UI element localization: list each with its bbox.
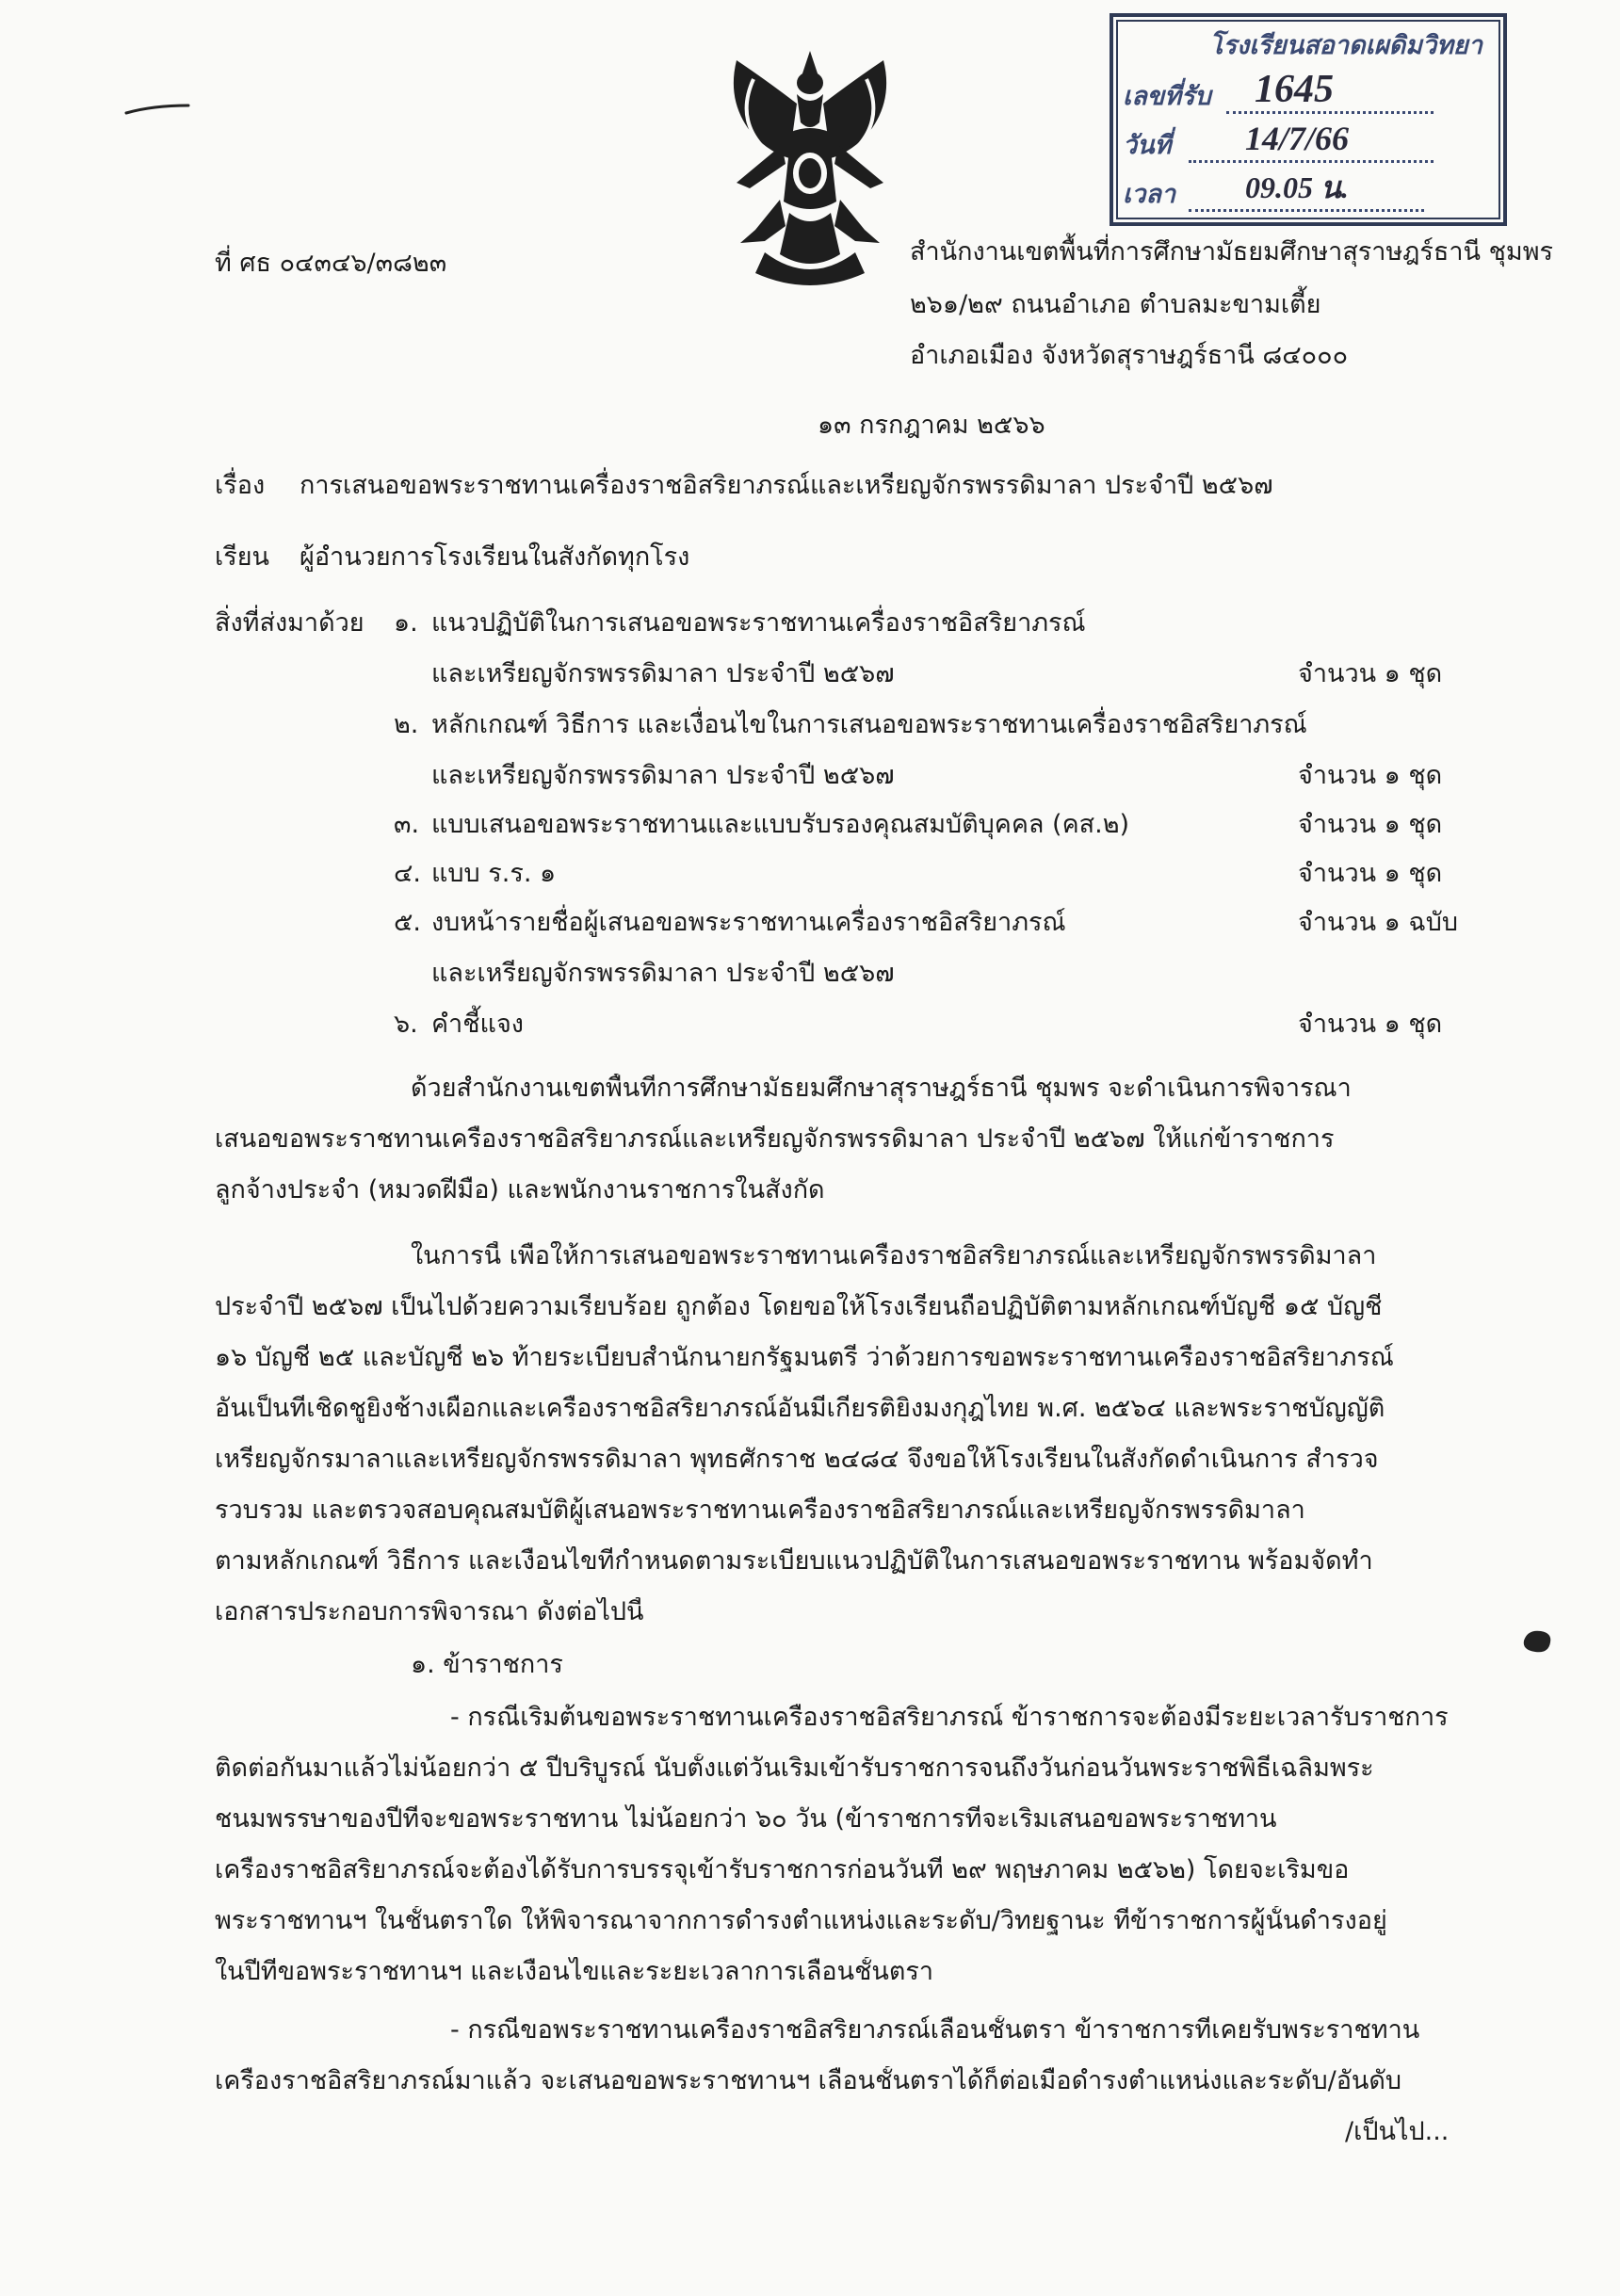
paragraph-line: ลูกจ้างประจำ (หมวดฝีมือ) และพนักงานราชการในสังกัด [215, 1175, 825, 1205]
continued-marker: /เป็นไป... [1345, 2117, 1450, 2146]
office-address-line2: อำเภอเมือง จังหวัดสุราษฎร์ธานี ๘๔๐๐๐ [910, 341, 1349, 370]
enclosure-number: ๓. [394, 810, 420, 839]
enclosure-title-cont: และเหรียญจักรพรรดิมาลา ประจำปี ๒๕๖๗ [431, 959, 895, 988]
paragraph-line: เอกสารประกอบการพิจารณา ดังต่อไปนี้ [215, 1597, 644, 1626]
paragraph-line: เครื่องราชอิสริยาภรณ์มาแล้ว จะเสนอขอพระราชทานฯ เลื่อนชั้นตราได้ก็ต่อเมื่อดำรงตำแหน่งและระดับ/อันดับ [215, 2066, 1402, 2095]
paragraph-line: รวบรวม และตรวจสอบคุณสมบัติผู้เสนอพระราชทานเครื่องราชอิสริยาภรณ์และเหรียญจักรพรรดิมาลา [215, 1496, 1305, 1525]
stamp-recv-no-value: 1645 [1255, 68, 1334, 111]
registration-stamp [1110, 13, 1507, 226]
enclosure-number: ๑. [394, 608, 418, 638]
enclosure-number: ๖. [394, 1010, 418, 1039]
paragraph-line: เหรียญจักรมาลาและเหรียญจักรพรรดิมาลา พุทธศักราช ๒๔๘๔ จึงขอให้โรงเรียนในสังกัดดำเนินการ สำรวจ [215, 1445, 1379, 1474]
enclosure-title: แบบเสนอขอพระราชทานและแบบรับรองคุณสมบัติบุคคล (คส.๒) [431, 810, 1130, 839]
paragraph-line: ติดต่อกันมาแล้วไม่น้อยกว่า ๕ ปีบริบูรณ์ นับตั้งแต่วันเริ่มเข้ารับราชการจนถึงวันก่อนวันพระราชพิธีเฉลิมพระ [215, 1754, 1374, 1783]
paragraph-line: พระราชทานฯ ในชั้นตราใด ให้พิจารณาจากการดำรงตำแหน่งและระดับ/วิทยฐานะ ที่ข้าราชการผู้นั้นดำรงอยู่ [215, 1906, 1387, 1935]
garuda-emblem-icon [699, 41, 921, 296]
enclosure-quantity: จำนวน ๑ ชุด [1298, 659, 1443, 688]
subject-label: เรื่อง [215, 471, 266, 500]
enclosure-number: ๔. [394, 859, 422, 888]
paragraph-line: เครื่องราชอิสริยาภรณ์จะต้องได้รับการบรรจุเข้ารับราชการก่อนวันที่ ๒๙ พฤษภาคม ๒๕๖๒) โดยจะเริ่มขอ [215, 1855, 1350, 1884]
paragraph-line: - กรณีเริ่มต้นขอพระราชทานเครื่องราชอิสริยาภรณ์ ข้าราชการจะต้องมีระยะเวลารับราชการ [450, 1703, 1449, 1732]
section-heading: ๑. ข้าราชการ [411, 1650, 563, 1679]
stamp-date-value: 14/7/66 [1245, 120, 1350, 157]
enclosures-label: สิ่งที่ส่งมาด้วย [215, 608, 364, 638]
letter-date: ๑๓ กรกฎาคม ๒๕๖๖ [818, 411, 1045, 440]
subject-text: การเสนอขอพระราชทานเครื่องราชอิสริยาภรณ์และเหรียญจักรพรรดิมาลา ประจำปี ๒๕๖๗ [300, 471, 1273, 500]
paragraph-line: ในปีที่ขอพระราชทานฯ และเงื่อนไขและระยะเวลาการเลื่อนชั้นตรา [215, 1957, 934, 1986]
ink-blot-icon [1520, 1627, 1554, 1656]
enclosure-title: งบหน้ารายชื่อผู้เสนอขอพระราชทานเครื่องราชอิสริยาภรณ์ [431, 908, 1066, 937]
pen-mark-icon [124, 102, 190, 117]
paragraph-line: อันเป็นที่เชิดชูยิ่งช้างเผือกและเครื่องราชอิสริยาภรณ์อันมีเกียรติยิ่งมงกุฎไทย พ.ศ. ๒๕๖๔ และพระราชบัญญัติ [215, 1394, 1385, 1423]
office-name: สำนักงานเขตพื้นที่การศึกษามัธยมศึกษาสุราษฎร์ธานี ชุมพร [910, 237, 1553, 267]
document-number: ที่ ศธ ๐๔๓๔๖/๓๘๒๓ [215, 249, 447, 278]
paragraph-line: ประจำปี ๒๕๖๗ เป็นไปด้วยความเรียบร้อย ถูกต้อง โดยขอให้โรงเรียนถือปฏิบัติตามหลักเกณฑ์บัญชี ๑๕ บัญชี [215, 1292, 1383, 1321]
enclosure-title-cont: และเหรียญจักรพรรดิมาลา ประจำปี ๒๕๖๗ [431, 659, 895, 688]
enclosure-quantity: จำนวน ๑ ชุด [1298, 1010, 1443, 1039]
enclosure-title: แนวปฏิบัติในการเสนอขอพระราชทานเครื่องราชอิสริยาภรณ์ [431, 608, 1086, 638]
stamp-date-label: วันที่ [1123, 131, 1172, 159]
enclosure-quantity: จำนวน ๑ ฉบับ [1298, 908, 1459, 937]
enclosure-title-cont: และเหรียญจักรพรรดิมาลา ประจำปี ๒๕๖๗ [431, 761, 895, 790]
stamp-school-name: โรงเรียนสอาดเผดิมวิทยา [1209, 31, 1482, 59]
to-label: เรียน [215, 542, 270, 572]
stamp-time-value: 09.05 น. [1245, 170, 1349, 204]
paragraph-line: ตามหลักเกณฑ์ วิธีการ และเงื่อนไขที่กำหนดตามระเบียบแนวปฏิบัติในการเสนอขอพระราชทาน พร้อมจัดทำ [215, 1546, 1373, 1576]
to-text: ผู้อำนวยการโรงเรียนในสังกัดทุกโรง [300, 542, 690, 572]
enclosure-quantity: จำนวน ๑ ชุด [1298, 859, 1443, 888]
paragraph-line: ๑๖ บัญชี ๒๕ และบัญชี ๒๖ ท้ายระเบียบสำนักนายกรัฐมนตรี ว่าด้วยการขอพระราชทานเครื่องราชอิสริยาภรณ์ [215, 1343, 1394, 1372]
enclosure-title: หลักเกณฑ์ วิธีการ และเงื่อนไขในการเสนอขอพระราชทานเครื่องราชอิสริยาภรณ์ [431, 710, 1307, 739]
paragraph-line: เสนอขอพระราชทานเครื่องราชอิสริยาภรณ์และเหรียญจักรพรรดิมาลา ประจำปี ๒๕๖๗ ให้แก่ข้าราชการ [215, 1124, 1335, 1154]
paragraph-line: ชนมพรรษาของปีที่จะขอพระราชทาน ไม่น้อยกว่า ๖๐ วัน (ข้าราชการที่จะเริ่มเสนอขอพระราชทาน [215, 1804, 1277, 1834]
stamp-recv-no-label: เลขที่รับ [1123, 82, 1211, 110]
enclosure-title: คำชี้แจง [431, 1010, 524, 1039]
enclosure-quantity: จำนวน ๑ ชุด [1298, 810, 1443, 839]
enclosure-number: ๒. [394, 710, 419, 739]
enclosure-quantity: จำนวน ๑ ชุด [1298, 761, 1443, 790]
paragraph-line: ด้วยสำนักงานเขตพื้นที่การศึกษามัธยมศึกษาสุราษฎร์ธานี ชุมพร จะดำเนินการพิจารณา [411, 1074, 1352, 1103]
paragraph-line: - กรณีขอพระราชทานเครื่องราชอิสริยาภรณ์เลื่อนชั้นตรา ข้าราชการที่เคยรับพระราชทาน [450, 2015, 1420, 2045]
paragraph-line: ในการนี้ เพื่อให้การเสนอขอพระราชทานเครื่องราชอิสริยาภรณ์และเหรียญจักรพรรดิมาลา [411, 1241, 1377, 1270]
enclosure-number: ๕. [394, 908, 422, 937]
enclosure-title: แบบ ร.ร. ๑ [431, 859, 557, 888]
stamp-time-label: เวลา [1123, 180, 1176, 208]
office-address-line1: ๒๖๑/๒๙ ถนนอำเภอ ตำบลมะขามเตี้ย [910, 290, 1321, 319]
